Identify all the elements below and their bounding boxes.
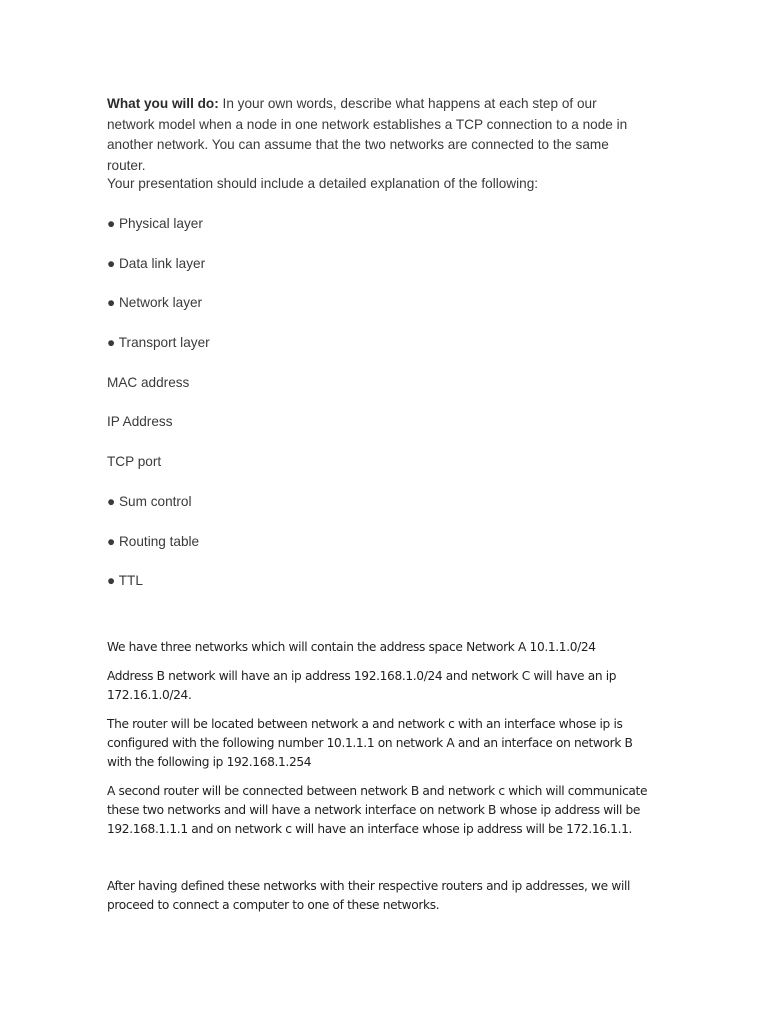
task-label: What you will do: bbox=[107, 96, 219, 111]
paragraph-second-router: A second router will be connected between network B and network c which will communicate these two networks and will have a network interface on network B whose ip address will be 192.168.1.1.1 and on network c will have an interface whose ip address will be 172.16.1.1. bbox=[107, 784, 648, 836]
list-item-ip-address: IP Address bbox=[107, 414, 173, 429]
list-item-tcp-port: TCP port bbox=[107, 454, 162, 469]
list-item-network-layer: ● Network layer bbox=[107, 295, 203, 310]
paragraph-connect-computer: After having defined these networks with their respective routers and ip addresses, we will proceed to connect a computer to one of these networks. bbox=[107, 879, 631, 912]
list-item-sum-control: ● Sum control bbox=[107, 494, 192, 509]
paragraph-networks: We have three networks which will contain the address space Network A 10.1.1.0/24 bbox=[107, 640, 596, 654]
list-item-data-link-layer: ● Data link layer bbox=[107, 256, 206, 271]
paragraph-network-b-c: Address B network will have an ip address 192.168.1.0/24 and network C will have an ip 172.16.1.0/24. bbox=[107, 669, 617, 702]
list-item-routing-table: ● Routing table bbox=[107, 534, 200, 549]
task-instructions bbox=[107, 94, 647, 176]
list-item-transport-layer: ● Transport layer bbox=[107, 335, 210, 350]
list-item-physical-layer: ● Physical layer bbox=[107, 216, 203, 231]
presentation-intro: Your presentation should include a detailed explanation of the following: bbox=[107, 176, 539, 191]
paragraph-first-router: The router will be located between network a and network c with an interface whose ip is configured with the following number 10.1.1.1 on network A and an interface on network B with the following ip 192.168.1.254 bbox=[107, 717, 633, 769]
list-item-ttl: ● TTL bbox=[107, 573, 143, 588]
list-item-mac-address: MAC address bbox=[107, 375, 190, 390]
task-text: In your own words, describe what happens at each step of our network model when a node in one network establishes a TCP connection to a node in another network. You can assume that the two networks are connected to the same router. bbox=[107, 96, 628, 173]
